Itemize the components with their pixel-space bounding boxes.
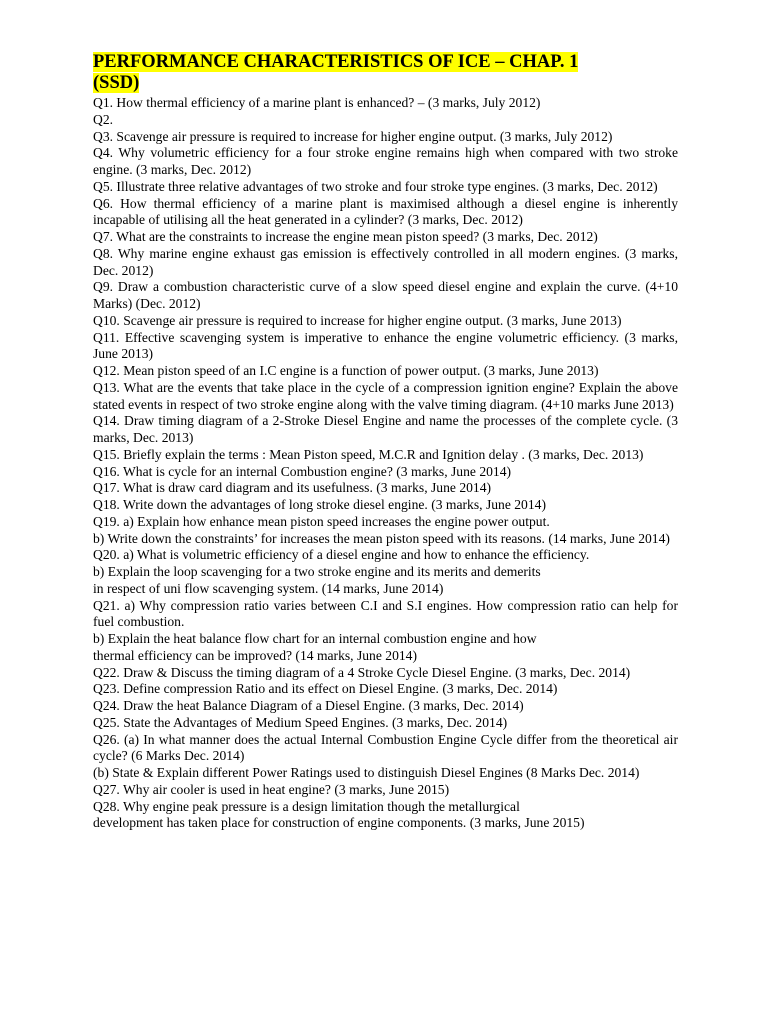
question-item: Q5. Illustrate three relative advantages of two stroke and four stroke type engines. (3 marks, Dec. 2012) (93, 178, 658, 194)
question-item: Q1. How thermal efficiency of a marine plant is enhanced? – (3 marks, July 2012) (93, 95, 541, 110)
question-item: Q9. Draw a combustion characteristic curve of a slow speed diesel engine and explain the curve. (4+10 Marks) (Dec. 2012) (93, 279, 678, 311)
question-list (93, 95, 678, 832)
question-item: Q13. What are the events that take place in the cycle of a compression ignition engine? Explain the above stated events in respect of two stroke engine along with the valve timing diagram. (4+10 marks June 2013) (93, 379, 678, 412)
question-item: Q16. What is cycle for an internal Combustion engine? (3 marks, June 2014) (93, 463, 512, 479)
question-item: Q15. Briefly explain the terms : Mean Piston speed, M.C.R and Ignition delay . (3 marks, Dec. 2013) (93, 446, 644, 462)
question-item: Q2. (93, 111, 114, 127)
question-item: b) Explain the heat balance flow chart for an internal combustion engine and how thermal efficiency can be improved? (14 marks, June 2014) (93, 631, 537, 663)
question-item: Q10. Scavenge air pressure is required to increase for higher engine output. (3 marks, June 2013) (93, 312, 622, 328)
title-line-1: PERFORMANCE CHARACTERISTICS OF ICE – CHAP. 1 (93, 52, 579, 72)
document-title (93, 52, 678, 94)
question-item: Q22. Draw & Discuss the timing diagram of a 4 Stroke Cycle Diesel Engine. (3 marks, Dec. 2014) (93, 664, 631, 680)
question-item: Q6. How thermal efficiency of a marine plant is maximised although a diesel engine is inherently incapable of utilising all the heat generated in a cylinder? (3 marks, Dec. 2012) (93, 195, 678, 228)
title-line-2: (SSD) (93, 73, 140, 93)
question-item: Q24. Draw the heat Balance Diagram of a Diesel Engine. (3 marks, Dec. 2014) (93, 698, 524, 713)
question-item: Q7. What are the constraints to increase the engine mean piston speed? (3 marks, Dec. 2012) (93, 229, 598, 244)
question-item: Q23. Define compression Ratio and its effect on Diesel Engine. (3 marks, Dec. 2014) (93, 681, 558, 697)
question-item: (b) State & Explain different Power Ratings used to distinguish Diesel Engines (8 Marks Dec. 2014) (93, 765, 640, 780)
question-item: Q3. Scavenge air pressure is required to increase for higher engine output. (3 marks, July 2012) (93, 128, 613, 144)
question-item: Q26. (a) In what manner does the actual Internal Combustion Engine Cycle differ from the theoretical air cycle? (6 Marks Dec. 2014) (93, 731, 678, 764)
question-item: Q11. Effective scavenging system is imperative to enhance the engine volumetric efficiency. (3 marks, June 2013) (93, 329, 678, 362)
question-item: Q4. Why volumetric efficiency for a four stroke engine remains high when compared with two stroke engine. (3 marks, Dec. 2012) (93, 145, 678, 177)
question-item: Q21. a) Why compression ratio varies between C.I and S.I engines. How compression ratio can help for fuel combustion. (93, 597, 678, 630)
question-item: b) Explain the loop scavenging for a two stroke engine and its merits and demerits in respect of uni flow scavenging system. (14 marks, June 2014) (93, 564, 541, 596)
question-item: Q17. What is draw card diagram and its usefulness. (3 marks, June 2014) (93, 480, 492, 496)
question-item: Q28. Why engine peak pressure is a design limitation though the metallurgical development has taken place for construction of engine components. (3 marks, June 2015) (93, 798, 585, 831)
question-item: Q8. Why marine engine exhaust gas emission is effectively controlled in all modern engines. (3 marks, Dec. 2012) (93, 245, 678, 278)
question-item: Q14. Draw timing diagram of a 2-Stroke Diesel Engine and name the processes of the complete cycle. (3 marks, Dec. 2013) (93, 413, 678, 445)
question-item: b) Write down the constraints’ for increases the mean piston speed with its reasons. (14 marks, June 2014) (93, 530, 670, 546)
question-item: Q12. Mean piston speed of an I.C engine is a function of power output. (3 marks, June 2013) (93, 363, 599, 378)
question-item: Q18. Write down the advantages of long stroke diesel engine. (3 marks, June 2014) (93, 497, 546, 512)
question-item: Q20. a) What is volumetric efficiency of a diesel engine and how to enhance the efficiency. (93, 547, 590, 563)
question-item: Q19. a) Explain how enhance mean piston speed increases the engine power output. (93, 513, 550, 529)
question-item: Q27. Why air cooler is used in heat engine? (3 marks, June 2015) (93, 781, 450, 797)
question-item: Q25. State the Advantages of Medium Speed Engines. (3 marks, Dec. 2014) (93, 714, 508, 730)
